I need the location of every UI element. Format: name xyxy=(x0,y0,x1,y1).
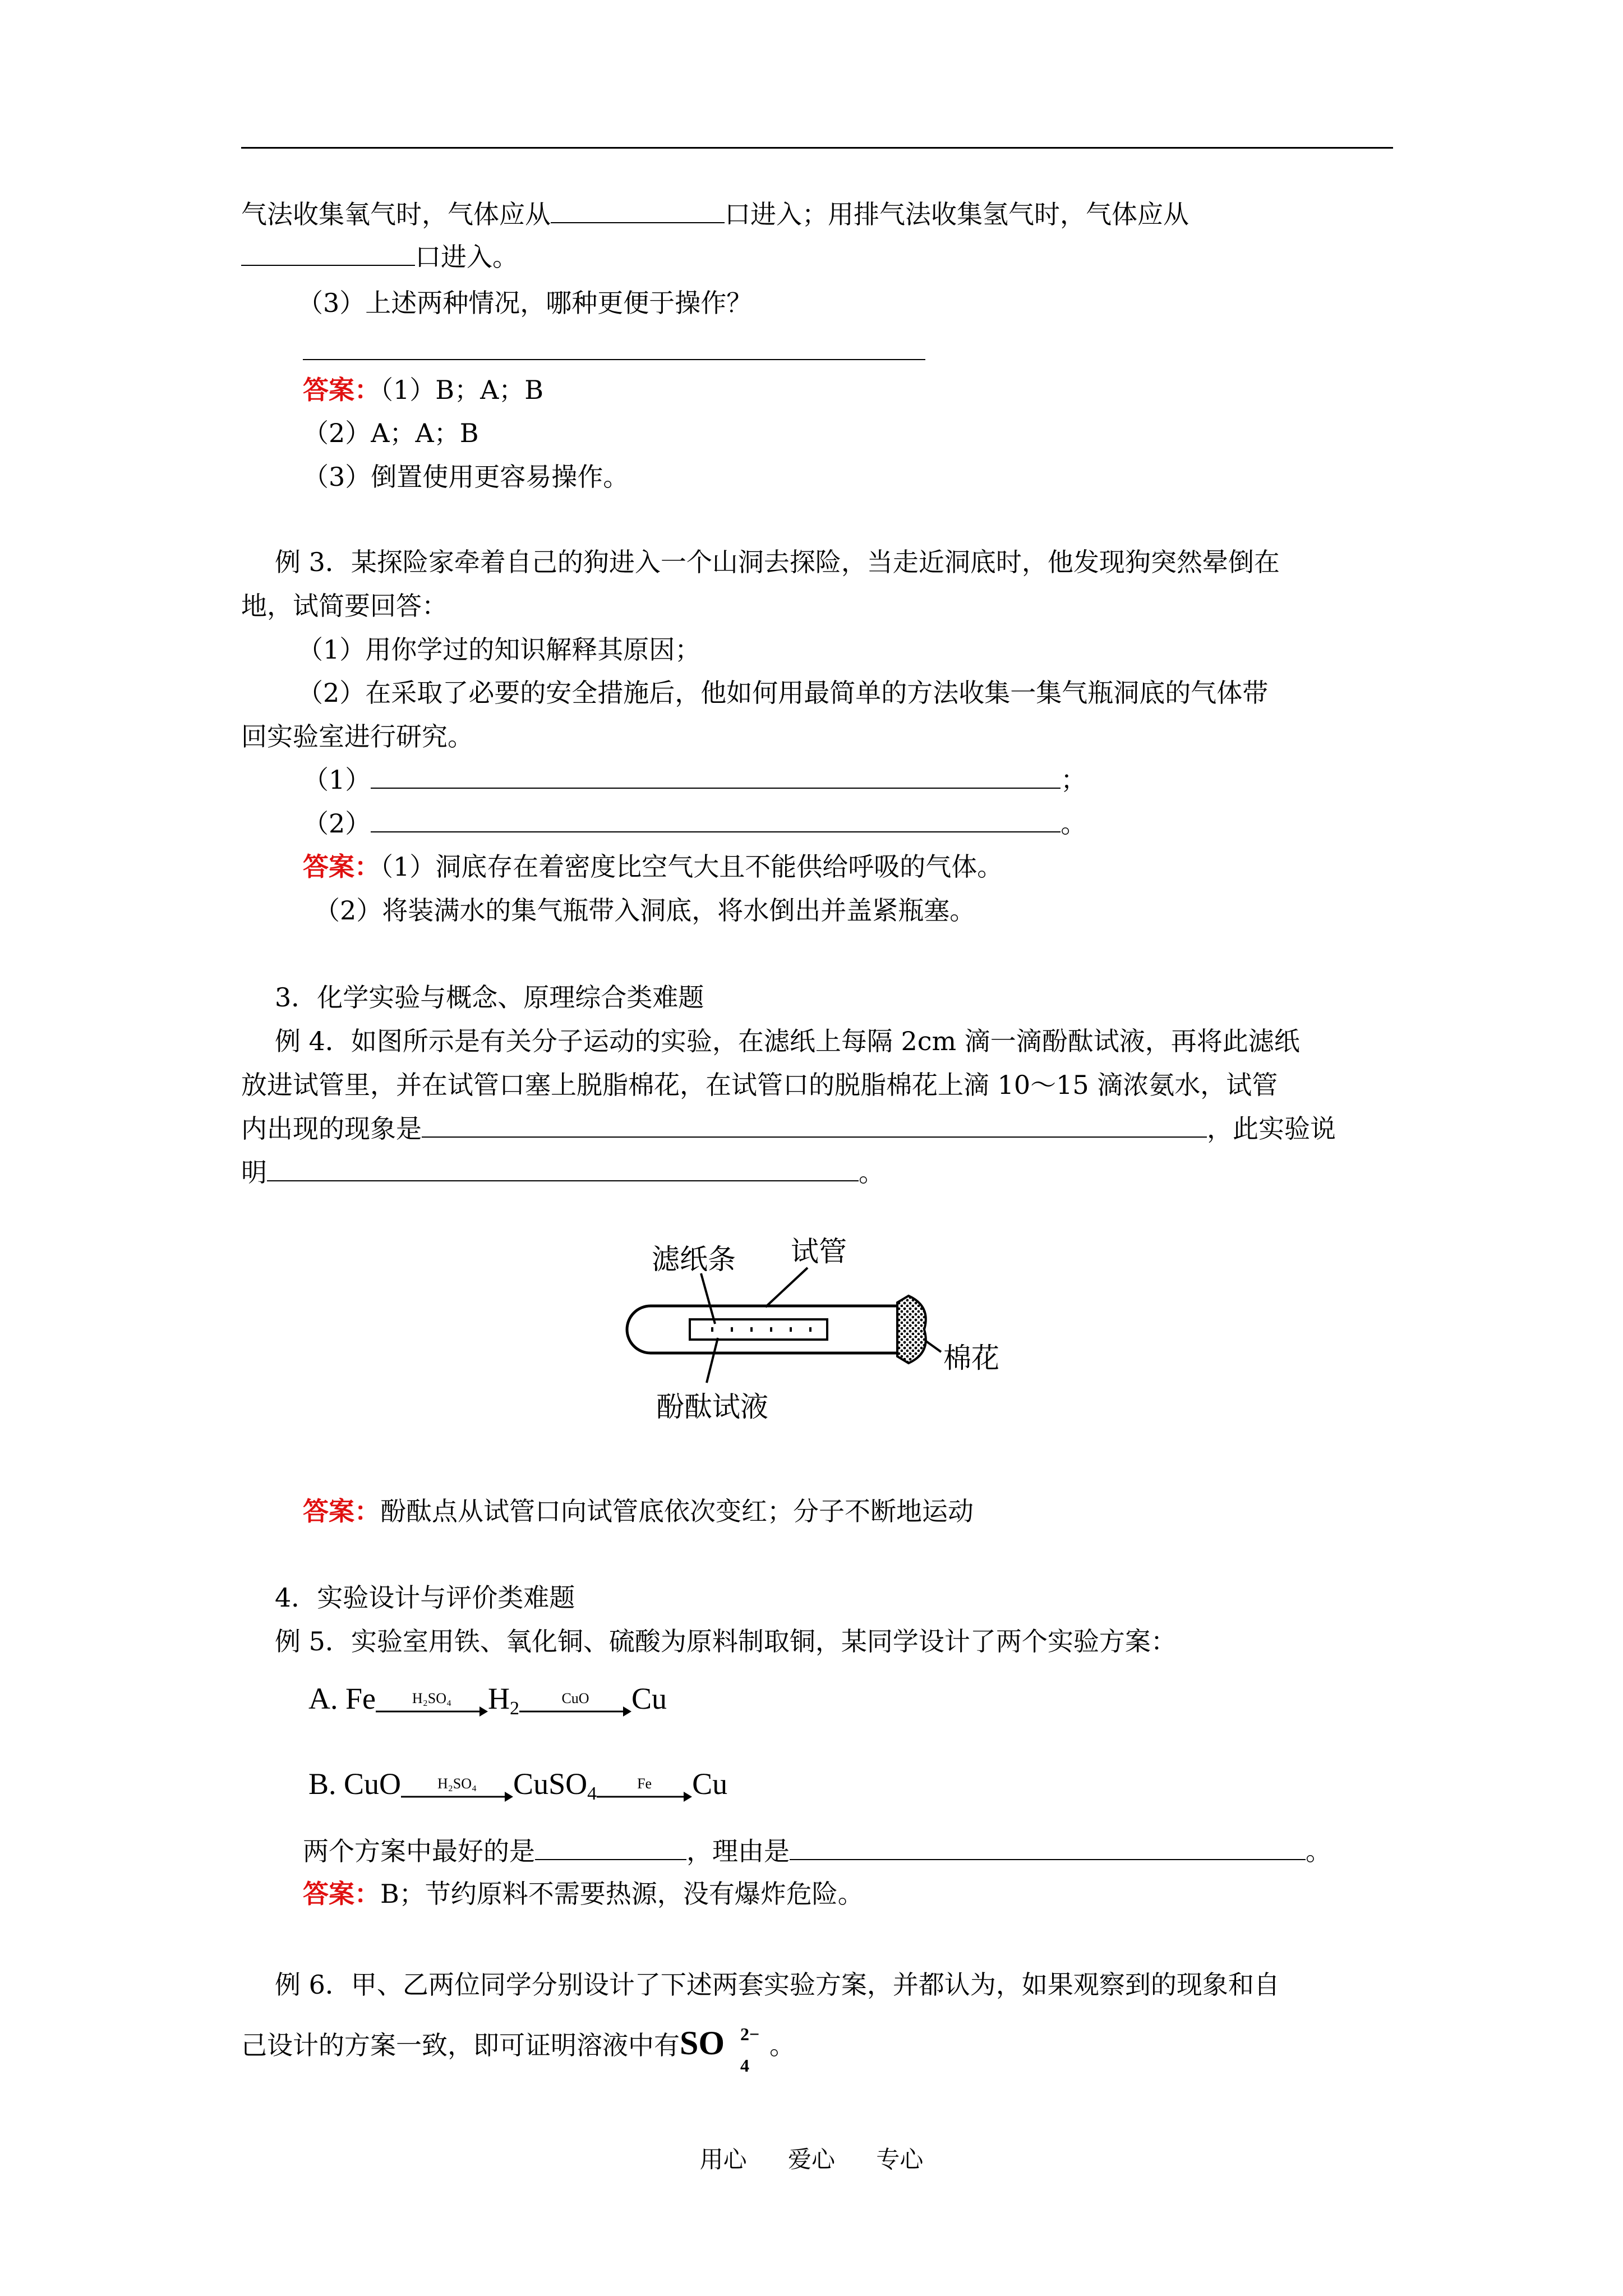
section-title: 3．化学实验与概念、原理综合类难题 xyxy=(275,982,704,1013)
section-title: 4．实验设计与评价类难题 xyxy=(275,1582,575,1613)
arrow-label: Fe xyxy=(637,1775,652,1792)
text-line: 口进入。 xyxy=(241,240,518,274)
example-3-question: （2）在采取了必要的安全措施后，他如何用最简单的方法收集一集气瓶洞底的气体带 xyxy=(297,678,1269,708)
example-4-line: 内出现的现象是 ，此实验说 xyxy=(241,1112,1336,1145)
example-6-line: 例 6．甲、乙两位同学分别设计了下述两套实验方案，并都认为，如果观察到的现象和自 xyxy=(275,1970,1280,2000)
example-4-line: 放进试管里，并在试管口塞上脱脂棉花，在试管口的脱脂棉花上滴 10～15 滴浓氨水，试管 xyxy=(241,1070,1278,1100)
label-phenolphthalein: 酚酞试液 xyxy=(656,1391,768,1423)
example-4-line: 例 4．如图所示是有关分子运动的实验，在滤纸上每隔 2cm 滴一滴酚酞试液，再将此滤纸 xyxy=(275,1026,1300,1056)
leader-line xyxy=(701,1273,715,1324)
arrow-label: CuO xyxy=(561,1690,589,1706)
answer-blank xyxy=(303,359,925,360)
page-footer xyxy=(0,2143,1623,2177)
cotton-plug xyxy=(897,1296,926,1363)
header-rule xyxy=(241,147,1393,149)
answer-line: （3）倒置使用更容易操作。 xyxy=(303,462,629,492)
example-5-question: 两个方案中最好的是 ，理由是 。 xyxy=(303,1834,1331,1868)
answer-line: （2）将装满水的集气瓶带入洞底，将水倒出并盖紧瓶塞。 xyxy=(314,895,976,926)
example-3-line: 例 3．某探险家牵着自己的狗进入一个山洞去探险，当走近洞底时，他发现狗突然晕倒在 xyxy=(275,547,1280,577)
footer-word: 专心 xyxy=(876,2146,924,2173)
example-6-line: 己设计的方案一致，即可证明溶液中有SO 2− 4 。 xyxy=(241,2024,795,2076)
label-test-tube: 试管 xyxy=(791,1235,847,1268)
answer-line: 答案：（1）B；A；B xyxy=(303,375,544,405)
footer-word: 爱心 xyxy=(787,2146,835,2173)
sulfate-ion: SO 2− 4 xyxy=(680,2024,760,2076)
footer-word: 用心 xyxy=(699,2146,747,2173)
filter-paper-strip xyxy=(690,1319,827,1340)
example-3-line: 地，试简要回答： xyxy=(241,591,448,621)
label-cotton: 棉花 xyxy=(943,1342,999,1374)
example-3-question: （1）用你学过的知识解释其原因； xyxy=(297,634,701,665)
answer-line: 答案：（1）洞底存在着密度比空气大且不能供给呼吸的气体。 xyxy=(303,852,1003,882)
equation-b: B. CuO H₂SO₄ CuSO$_4$ Fe Cu xyxy=(308,1767,728,1804)
example-3-question: 回实验室进行研究。 xyxy=(241,721,473,752)
question-3: （3）上述两种情况，哪种更便于操作？ xyxy=(297,288,753,318)
example-5-line: 例 5．实验室用铁、氧化铜、硫酸为原料制取铜，某同学设计了两个实验方案： xyxy=(275,1626,1177,1657)
blank-line: （2） 。 xyxy=(303,807,1086,840)
answer-line: 答案：酚酞点从试管口向试管底依次变红；分子不断地运动 xyxy=(303,1496,974,1526)
answer-line: （2）A；A；B xyxy=(303,418,479,448)
example-4-line: 明 。 xyxy=(241,1156,884,1189)
equation-a: A. Fe H₂SO₄ $H_2$ CuO Cu xyxy=(308,1682,667,1719)
text-line: 气法收集氧气时，气体应从 口进入；用排气法收集氢气时，气体应从 xyxy=(241,197,1189,231)
leader-line xyxy=(925,1341,941,1352)
arrow-label: H₂SO₄ xyxy=(412,1690,452,1706)
leader-line xyxy=(707,1338,718,1383)
leader-line xyxy=(766,1268,808,1307)
answer-line: 答案：B；节约原料不需要热源，没有爆炸危险。 xyxy=(303,1879,864,1909)
blank-line: （1） ； xyxy=(303,763,1086,797)
test-tube-diagram xyxy=(617,1223,1021,1458)
label-filter-paper: 滤纸条 xyxy=(652,1243,736,1276)
arrow-label: H₂SO₄ xyxy=(437,1775,477,1792)
